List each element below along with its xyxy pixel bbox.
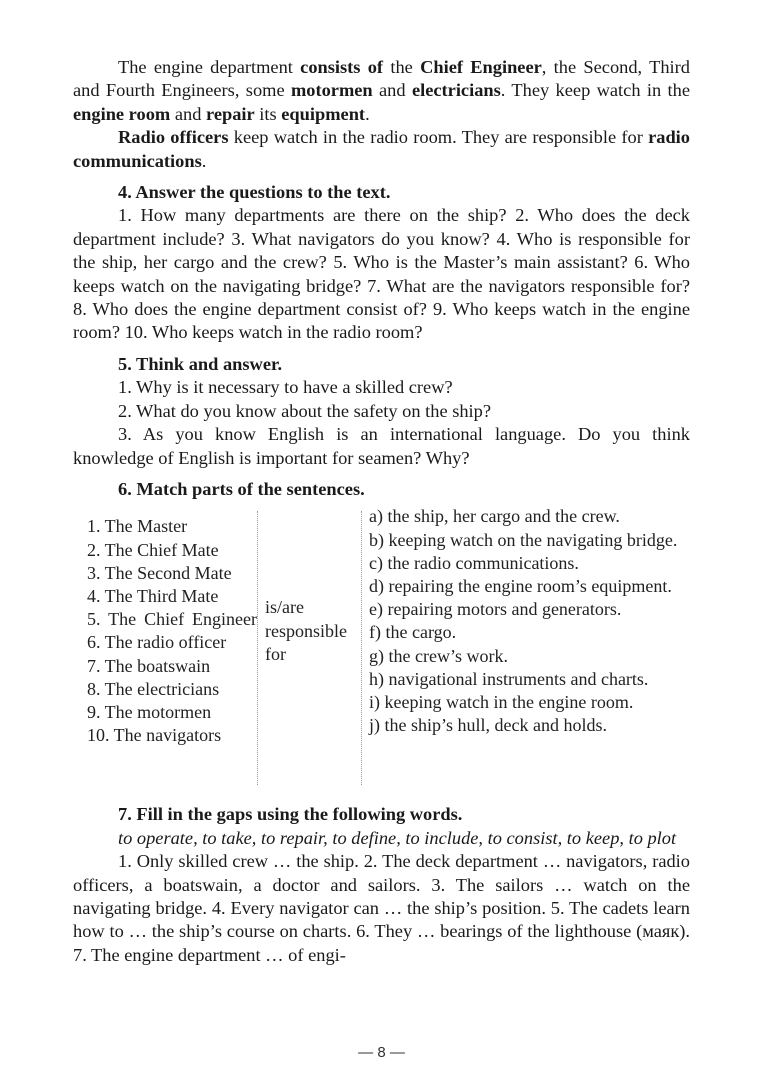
- subject-item: 8. The electricians: [87, 678, 220, 699]
- exercise-7-sentences: 1. Only skilled crew … the ship. 2. The deck department … navigators, radio officers, a boatswain, a doctor and sailors. 3. The sailors … watch on the navigating bridge. 4. Every navigator can … the ship’s position. 5. The cadets learn how to … the ship’s course on charts. 6. They … bearings of the lighthouse (маяк). 7. The engine department … of engi-: [73, 851, 690, 965]
- page-body: [73, 56, 690, 967]
- exercise-4-questions: 1. How many departments are there on the ship? 2. Who does the deck department include? 3. What navigators do you know? 4. Who is responsible for the ship, her cargo and the crew? 5. Who is the Master’s main assistant? 6. Who keeps watch on the navigating bridge? 7. What are the navigators responsible for? 8. Who does the engine department consist of? 9. Who keeps watch in the engine room? 10. Who keeps watch in the radio room?: [73, 205, 690, 343]
- column-divider: [361, 511, 362, 785]
- subject-item: 6. The radio officer: [87, 632, 227, 653]
- verb-text: is/are responsible for: [265, 597, 347, 664]
- exercise-7-heading: 7. Fill in the gaps using the following words.: [118, 804, 463, 825]
- paragraph-engine-department: The engine department consists of the Chief Engineer, the Second, Third and Fourth Engineers, some motormen and electricians. They keep watch in the engine room and repair its equipment.: [73, 57, 690, 124]
- ending-item: f) the cargo.: [369, 622, 457, 643]
- subject-item: 3. The Second Mate: [87, 562, 232, 583]
- ending-item: d) repairing the engine room’s equipment.: [369, 575, 672, 596]
- subject-item: 9. The motormen: [87, 701, 212, 722]
- exercise-7-word-list: to operate, to take, to repair, to define, to include, to consist, to keep, to plot: [118, 827, 677, 848]
- ending-item: i) keeping watch in the engine room.: [369, 691, 634, 712]
- exercise-5-heading: 5. Think and answer.: [118, 353, 283, 374]
- ending-item: e) repairing motors and generators.: [369, 599, 622, 620]
- ending-item: h) navigational instruments and charts.: [369, 668, 649, 689]
- subject-item: 1. The Master: [87, 516, 188, 537]
- subject-item: 7. The boatswain: [87, 655, 211, 676]
- ending-item: g) the crew’s work.: [369, 645, 508, 666]
- subject-item: 2. The Chief Mate: [87, 539, 219, 560]
- ending-item: j) the ship’s hull, deck and holds.: [369, 715, 607, 736]
- exercise-4-heading: 4. Answer the questions to the text.: [118, 182, 391, 203]
- exercise-5-question-1: 1. Why is it necessary to have a skilled crew?: [118, 377, 453, 398]
- matching-table: [73, 505, 690, 795]
- subjects-column: [87, 515, 257, 747]
- page-number: — 8 —: [358, 1044, 405, 1061]
- ending-item: b) keeping watch on the navigating bridge.: [369, 529, 678, 550]
- subject-item: 10. The navigators: [87, 725, 222, 746]
- exercise-5-question-2: 2. What do you know about the safety on the ship?: [118, 400, 492, 421]
- exercise-5-question-3: 3. As you know English is an international language. Do you think knowledge of English is important for seamen? Why?: [73, 424, 690, 468]
- ending-item: a) the ship, her cargo and the crew.: [369, 506, 620, 527]
- subject-item: 4. The Third Mate: [87, 585, 219, 606]
- subject-item: 5. The Chief Engineer: [87, 609, 257, 630]
- exercise-6-heading: 6. Match parts of the sentences.: [118, 478, 365, 499]
- verb-phrase: [265, 596, 345, 666]
- ending-item: c) the radio communications.: [369, 552, 579, 573]
- column-divider: [257, 511, 258, 785]
- endings-column: [369, 505, 690, 737]
- paragraph-radio-officers: Radio officers keep watch in the radio room. They are responsible for radio communications.: [73, 127, 690, 171]
